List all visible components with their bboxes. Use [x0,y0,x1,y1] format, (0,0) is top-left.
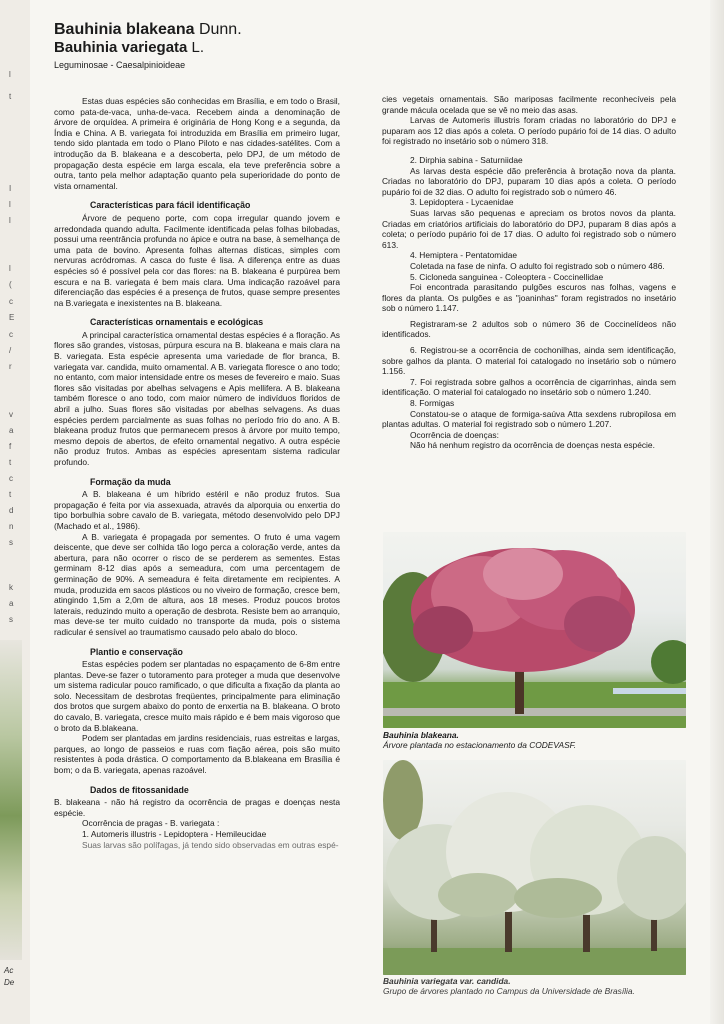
title-species-1-name: Bauhinia blakeana [54,21,195,38]
photo-caption-variegata [383,976,635,996]
pest-heading: 4. Hemiptera - Pentatomidae [410,250,518,261]
document-page [30,0,724,1024]
pest-heading: 8. Formigas [410,398,455,409]
planting-paragraph-2: Podem ser plantadas em jardins residenciais, ruas estreitas e largas, parques, ao longo de passeios e ruas com fiação aérea, pois são muito resistentes à poda drástica. O comportamento da B.blakeana em Brasília é bom; o da B. variegata, apenas razoável. [54,733,340,776]
section-title-phytosanitary: Dados de fitossanidade [90,784,189,795]
prev-page-glyph: E [9,313,15,322]
caption-title: Bauhinia variegata var. candida. [383,976,511,986]
page-header [54,20,242,70]
page-edge-shadow [710,0,724,1024]
prev-page-glyph: f [9,442,12,451]
phytosanitary-paragraph-2: Ocorrência de pragas - B. variegata : [82,818,220,829]
prev-page-glyph: v [9,410,13,419]
prev-page-glyph: l [9,200,11,209]
prev-page-glyph: c [9,474,13,483]
pest-paragraph: 7. Foi registrada sobre galhos a ocorrência de cigarrinhas, ainda sem identificação. O material foi catalogado no insetário sob o número 1.240. [382,376,676,398]
pest-heading: 5. Cicloneda sanguinea - Coleoptera - Coccinellidae [410,271,604,282]
prev-page-glyph: l [9,264,11,273]
prev-page-glyph: ( [9,280,12,289]
photo-caption-blakeana [383,730,576,750]
pest-paragraph: Larvas de Automeris illustris foram criadas no laboratório do DPJ e puparam aos 12 dias após a coleta. O período pupário foi de 14 dias. O adulto foi registrado no insetário sob o número 318. [382,115,676,147]
pest-paragraph: Constatou-se o ataque de formiga-saúva Atta sexdens rubropilosa em plantas adultas. O material foi registrado sob o número 1.207. [382,408,676,430]
prev-page-glyph: k [9,583,13,592]
pest-paragraph: As larvas desta espécie dão preferência à brotação nova da planta. Criadas no laboratório do DPJ, puparam 10 dias após a coleta. O período pupário foi de 32 dias. O adulto foi registrado sob o número 46. [382,165,676,197]
prev-page-photo [0,640,22,960]
title-species-2-author: L. [187,39,205,56]
pest-paragraph: Coletada na fase de ninfa. O adulto foi registrado sob o número 486. [410,260,665,271]
prev-page-glyph: t [9,92,12,101]
section-title-ornamental: Características ornamentais e ecológicas [90,317,264,328]
prev-page-glyph: l [9,70,11,79]
identification-paragraph: Árvore de pequeno porte, com copa irregular quando jovem e arredondada quando adulta. Facilmente identificada pelas folhas bilobadas, possui uma reentrância profunda no ápice e outra na base, à semelhança de uma pata de bovino. Apresenta folhas alternas dísticas, simples com nervuras acródromas. A casca do fuste é lisa. A diferença entre as duas espécies só é possível pela cor das flores: na B. blakeana é purpúrea bem escura e na B. variegata é bem mais clara. Uma indicação razoável para diferenciação das espécies é a presença de frutos, quase sempre presentes na B.variegata e inexistentes na B. blakeana. [54,212,340,308]
caption-title: Bauhinia blakeana. [383,730,459,740]
previous-page-edge [0,0,30,1024]
photo-bauhinia-variegata-candida [383,760,686,975]
prev-page-glyph: s [9,538,13,547]
pest-paragraph: Foi encontrada parasitando pulgões escuros nas folhas, vagens e flores da planta. Os pulgões e as "joaninhas" foram registrados no insetário sob o número 1.147. [382,282,676,314]
prev-page-caption: Ac [4,966,14,975]
prev-page-glyph: c [9,330,13,339]
title-species-2-name: Bauhinia variegata [54,39,188,56]
trees-illustration-white [383,760,686,975]
pest-paragraph: Registraram-se 2 adultos sob o número 36 de Coccinelídeos não identificados. [382,318,676,340]
ornamental-paragraph: A principal característica ornamental destas espécies é a floração. As flores são grandes, vistosas, púrpura escura na B. blakeana e mais clara na B. variegata. Esta espécie apresenta uma variedade de flor branca, B. variegata var. candida, muito ornamental. A B. variegata floresce o ano todo; no entanto, com maior intensidade entre os meses de fevereiro e maio. Suas flores são visitadas por abelhas selvagens e Apis mellifera. A B. blakeana também floresce o ano todo, com maior número de indivíduos floridos de abril a julho. Suas flores são visitadas por abelhas selvagens. As duas espécies perdem parcialmente as suas folhas no período frio do ano. A B. blakeana produz frutos que permanecem presos à árvore por muito tempo, mesmo depois de abertos, de efeito ornamental negativo. A outra espécie não produz frutos. Ambas as espécies apresentam sistema radicular profundo. [54,329,340,467]
pest-heading: 2. Dirphia sabina - Saturniidae [410,154,523,165]
prev-page-glyph: d [9,506,14,515]
left-column [54,96,340,1012]
prev-page-glyph: s [9,615,13,624]
section-title-planting: Plantio e conservação [90,646,183,657]
tree-illustration-pink [383,532,686,728]
phytosanitary-paragraph-1: B. blakeana - não há registro da ocorrência de pragas e doenças nesta espécie. [54,797,340,818]
title-species-1-author: Dunn. [194,21,242,38]
right-column [382,94,676,524]
prev-page-glyph: / [9,346,12,355]
disease-heading: Ocorrência de doenças: [410,429,499,440]
seedling-paragraph-2: A B. variegata é propagada por sementes. O fruto é uma vagem deiscente, que deve ser colhida tão logo perca a coloração verde, antes da abertura, para não ocorrer o risco de se perderem as sementes. Estas germinam 8-12 dias após a semeadura, com uma percentagem de germinação de 90%. A semeadura é feita diretamente em recipientes. A muda, produzida em sacos plásticos ou no viveiro de formação, cresce bem, atingindo 1,5m a 2,0m de altura, aos 18 meses. Produz poucos brotos laterais, reduzindo muito a operação de desbrota. Resiste bem ao arranquio, mas deve-se ter muito cuidado no transporte da muda, pois o sistema radicular é sensível ao traumatismo causado pelo abalo do bloco. [54,531,340,637]
pest-paragraph: Suas larvas são pequenas e apreciam os brotos novos da planta. Criadas em criatórios artificiais do laboratório do DPJ, puparam 8 dias após a coleta; o período pupário foi de 17 dias. O adulto foi registrado sob o número 613. [382,207,676,250]
family-label: Leguminosae - Caesalpinioideae [54,60,186,70]
prev-page-glyph: t [9,490,12,499]
prev-page-glyph: t [9,458,12,467]
prev-page-caption: De [4,978,15,987]
pest-paragraph: 6. Registrou-se a ocorrência de cochonilhas, ainda sem identificação, sobre galhos da planta. O material foi catalogado no insetário sob o número 1.156. [382,345,676,377]
prev-page-glyph: r [9,362,12,371]
phytosanitary-paragraph-3: 1. Automeris illustris - Lepidoptera - Hemileucidae [82,829,267,839]
prev-page-glyph: l [9,216,11,225]
prev-page-glyph: a [9,599,14,608]
disease-paragraph: Não há nenhum registro da ocorrência de doenças nesta espécie. [410,440,655,451]
pest-paragraph: cies vegetais ornamentais. São mariposas facilmente reconhecíveis pela grande mácula ocelada que se vê no meio das asas. [382,94,676,115]
section-title-identification: Características para fácil identificação [90,200,251,211]
prev-page-glyph: I [9,184,12,193]
caption-text: Grupo de árvores plantado no Campus da Universidade de Brasília. [383,986,635,996]
pest-heading: 3. Lepidoptera - Lycaenidae [410,197,514,208]
photo-bauhinia-blakeana [383,532,686,728]
section-title-seedling: Formação da muda [90,476,171,487]
title-species-2 [54,39,242,57]
intro-paragraph: Estas duas espécies são conhecidas em Brasília, e em todo o Brasil, como pata-de-vaca, unha-de-vaca. Recebem ainda a denominação de árvore de orquídea. A primeira é originária de Hong Kong e a segunda, da Índia e China. A B. variegata foi introduzida em Brasília em primeiro lugar, tendo sido plantada em todo o Plano Piloto e nas cidades-satélites. Com a introdução da B. blakeana e a descoberta, pelo DPJ, de um método de propagação desta espécie em larga escala, ela teve preferência sobre a outra, tanto pela melhor adaptação quanto pela superioridade do ponto de vista ornamental. [54,96,340,191]
title-species-1 [54,20,242,39]
prev-page-glyph: n [9,522,14,531]
planting-paragraph-1: Estas espécies podem ser plantadas no espaçamento de 6-8m entre plantas. Deve-se fazer o tutoramento para proteger a muda que desenvolve um sistema radicular pouco ramificado, o que dificulta a fixação da planta ao solo. Necessitam de desbrotas freqüentes, principalmente para eliminação dos brotos que surgem abaixo do ponto de enxertia na B. blakeana. O broto do cavalo, B. variegata, cresce muito mais rápido e é bem mais vigoroso que o broto da B.blakeana. [54,659,340,733]
seedling-paragraph-1: A B. blakeana é um híbrido estéril e não produz frutos. Sua propagação é feita por via assexuada, através da alporquia ou enxertia do tipo borbulhia sobre cavalo de B. variegata, método desenvolvido pelo DPJ (Machado et al., 1986). [54,489,340,531]
prev-page-glyph: c [9,297,13,306]
prev-page-glyph: a [9,426,14,435]
caption-text: Árvore plantada no estacionamento da CODEVASF. [383,740,577,750]
phytosanitary-paragraph-4: Suas larvas são polífagas, já tendo sido observadas em outras espé- [82,839,339,850]
